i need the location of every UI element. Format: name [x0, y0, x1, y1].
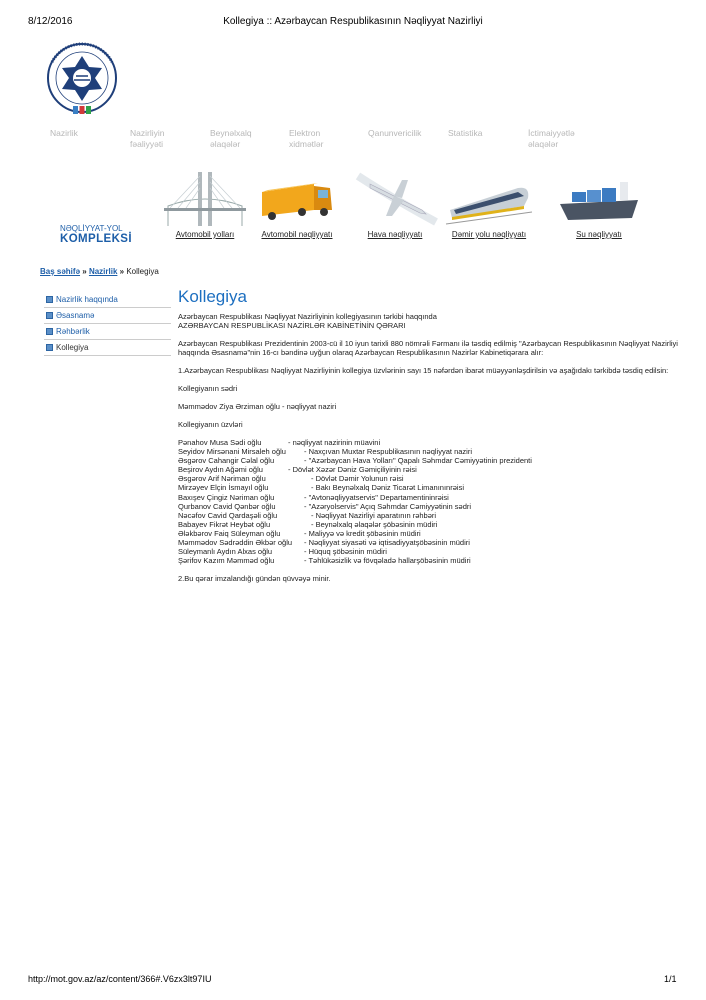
member-role: - "Azərbaycan Hava Yolları" Qapalı Səhmdar Cəmiyyətinin prezidenti — [304, 456, 532, 466]
chair-line: Məmmədov Ziya Ərziman oğlu - nəqliyyat naziri — [178, 402, 337, 411]
transport-water-link[interactable]: Su nəqliyyatı — [576, 230, 622, 239]
member-row — [178, 538, 678, 547]
transport-rail-link[interactable]: Dəmir yolu nəqliyyatı — [451, 230, 527, 239]
member-row — [178, 456, 678, 465]
member-row — [178, 483, 678, 492]
transport-rail[interactable] — [444, 170, 534, 242]
member-name: Pənahov Musa Sədi oğlu — [178, 438, 262, 447]
sidebar-item-kollegiya[interactable]: Kollegiya — [44, 340, 171, 356]
chair-heading: Kollegiyanın sədri — [178, 384, 238, 393]
member-row — [178, 493, 678, 502]
bullet-icon — [46, 344, 53, 351]
member-role: - Nəqliyyat siyasəti və iqtisadiyyatşöbəsinin müdiri — [304, 538, 470, 548]
kompleks-line1: NƏQLİYYAT-YOL — [60, 224, 123, 233]
ship-icon — [554, 170, 644, 228]
breadcrumb-current: Kollegiya — [126, 267, 159, 276]
print-url: http://mot.gov.az/az/content/366#.V6zx3lt97IU — [28, 974, 212, 984]
member-role: - Naxçıvan Muxtar Respublikasının nəqliyyat naziri — [304, 447, 472, 457]
airplane-icon — [350, 170, 440, 228]
sidebar-menu — [44, 292, 171, 356]
member-row — [178, 465, 678, 474]
bullet-icon — [46, 312, 53, 319]
member-name: Məmmədov Sədrəddin Əkbər oğlu — [178, 538, 293, 548]
bullet-icon — [46, 296, 53, 303]
member-name: Ələkbərov Faiq Süleyman oğlu — [178, 528, 281, 538]
transport-roads[interactable] — [160, 170, 250, 242]
nav-qanunvericilik[interactable]: Qanunvericilik — [368, 128, 422, 138]
member-role: - Bakı Beynəlxalq Dəniz Ticarət Limanınınrəisi — [311, 483, 464, 493]
paragraph: 2.Bu qərar imzalandığı gündən qüvvəyə minir. — [178, 574, 331, 584]
member-name: Baxışev Çingiz Nəriman oğlu — [178, 492, 275, 502]
paragraph: Azərbaycan Respublikası Prezidentinin 2003-cü il 10 iyun tarixli 880 nömrəli Fərmanı ilə təsdiq edilmiş "Azərbaycan Respublikasının Nəqliyyat Nazirliyi haqqında Əsasnamə"nin 16-cı bəndinə uyğun olaraq Azərbaycan Respublikasının Nazirlər Kabinetiqərara alır: — [178, 339, 678, 357]
sidebar-item-rehberlik[interactable]: Rəhbərlik — [44, 324, 171, 340]
member-role: - "Azəryolservis" Açıq Səhmdar Cəmiyyətinin sədri — [304, 501, 472, 511]
kompleks-logo[interactable] — [60, 224, 132, 244]
sidebar-item-nazirlik-haqqinda[interactable]: Nazirlik haqqında — [44, 292, 171, 308]
print-page-number: 1/1 — [664, 974, 677, 984]
member-name: Nəcəfov Cavid Qardaşəli oğlu — [178, 510, 278, 520]
member-row — [178, 474, 678, 483]
member-role: - Nəqliyyat Nazirliyi aparatının rəhbəri — [311, 510, 437, 520]
intro-line: Azərbaycan Respublikası Nəqliyyat Nazirliyinin kollegiyasının tərkibi haqqında — [178, 312, 437, 321]
member-role: - Dövlət Dəmir Yolunun rəisi — [311, 474, 404, 484]
transport-auto[interactable] — [252, 170, 342, 242]
breadcrumb-section-link[interactable]: Nazirlik — [88, 267, 118, 276]
kompleks-line2: KOMPLEKSİ — [60, 233, 132, 245]
member-role: - Beynəlxalq əlaqələr şöbəsinin müdiri — [311, 519, 438, 529]
transport-roads-link[interactable]: Avtomobil yolları — [175, 230, 235, 239]
transport-air[interactable] — [350, 170, 440, 242]
member-role: - nəqliyyat nazirinin müavini — [288, 438, 381, 447]
member-role: - "Avtonəqliyyatservis" Departamentininrəisi — [304, 492, 449, 502]
breadcrumb-separator: » — [117, 267, 127, 276]
content-body — [178, 312, 678, 583]
bullet-icon — [46, 328, 53, 335]
member-name: Süleymanlı Aydın Alxas oğlu — [178, 547, 273, 557]
member-row — [178, 447, 678, 456]
nav-beynelxalq[interactable]: Beynəlxalq əlaqələr — [210, 128, 252, 149]
nav-fealiyyet[interactable]: Nazirliyin fəaliyyəti — [130, 128, 165, 149]
transport-auto-link[interactable]: Avtomobil nəqliyyatı — [261, 230, 333, 239]
breadcrumb — [40, 267, 159, 276]
paragraph: 1.Azərbaycan Respublikası Nəqliyyat Nazirliyinin kollegiya üzvlərinin sayı 15 nəfərdən ibarət müəyyənləşdirilsin və aşağıdakı tərkibdə təsdiq edilsin: — [178, 366, 669, 375]
truck-icon — [252, 170, 342, 228]
member-name: Əsgərov Arif Nəriman oğlu — [178, 474, 266, 484]
member-row — [178, 520, 678, 529]
members-heading: Kollegiyanın üzvləri — [178, 420, 243, 429]
member-row — [178, 529, 678, 538]
transport-water[interactable] — [554, 170, 644, 242]
page-title: Kollegiya — [178, 287, 247, 306]
member-role: - Hüquq şöbəsinin müdiri — [304, 547, 387, 557]
members-list — [178, 438, 678, 565]
member-name: Beşirov Aydın Ağəmi oğlu — [178, 465, 263, 475]
member-name: Əsgərov Cahangir Cəlal oğlu — [178, 456, 275, 466]
member-name: Babayev Fikrət Heybət oğlu — [178, 519, 271, 529]
member-name: Şərifov Kazım Məmməd oğlu — [178, 556, 275, 566]
nav-nazirlik[interactable]: Nazirlik — [50, 128, 78, 138]
member-name: Seyidov Mirsənani Mirsaleh oğlu — [178, 447, 286, 457]
member-row — [178, 556, 678, 565]
breadcrumb-separator: » — [80, 267, 89, 276]
nav-statistika[interactable]: Statistika — [448, 128, 483, 138]
member-row — [178, 438, 678, 447]
sidebar-item-esasname[interactable]: Əsasnamə — [44, 308, 171, 324]
print-title: Kollegiya :: Azərbaycan Respublikasının Nəqliyyat Nazirliyi — [223, 16, 483, 27]
nav-ictimaiyyet[interactable]: İctimaiyyətlə əlaqələr — [528, 128, 575, 149]
member-role: - Təhlükəsizlik və fövqəladə hallarşöbəsinin müdiri — [304, 556, 471, 566]
ministry-logo[interactable] — [40, 40, 124, 124]
member-name: Qurbanov Cavid Qənbər oğlu — [178, 501, 276, 511]
nav-elektron-xidmetler[interactable]: Elektron xidmətlər — [289, 128, 324, 149]
member-row — [178, 502, 678, 511]
member-row — [178, 547, 678, 556]
breadcrumb-home-link[interactable]: Baş səhifə — [40, 267, 81, 276]
member-name: Mirzəyev Elçin İsmayıl oğlu — [178, 483, 269, 493]
member-row — [178, 511, 678, 520]
member-role: - Dövlət Xəzər Dəniz Gəmiçiliyinin rəisi — [288, 465, 417, 475]
intro-heading: AZƏRBAYCAN RESPUBLİKASI NAZİRLƏR KABİNETİNİN QƏRARI — [178, 321, 406, 330]
train-icon — [444, 170, 534, 228]
member-role: - Maliyyə və kredit şöbəsinin müdiri — [304, 528, 421, 538]
bridge-icon — [160, 170, 250, 228]
print-date: 8/12/2016 — [28, 16, 73, 27]
transport-air-link[interactable]: Hava nəqliyyatı — [367, 230, 423, 239]
